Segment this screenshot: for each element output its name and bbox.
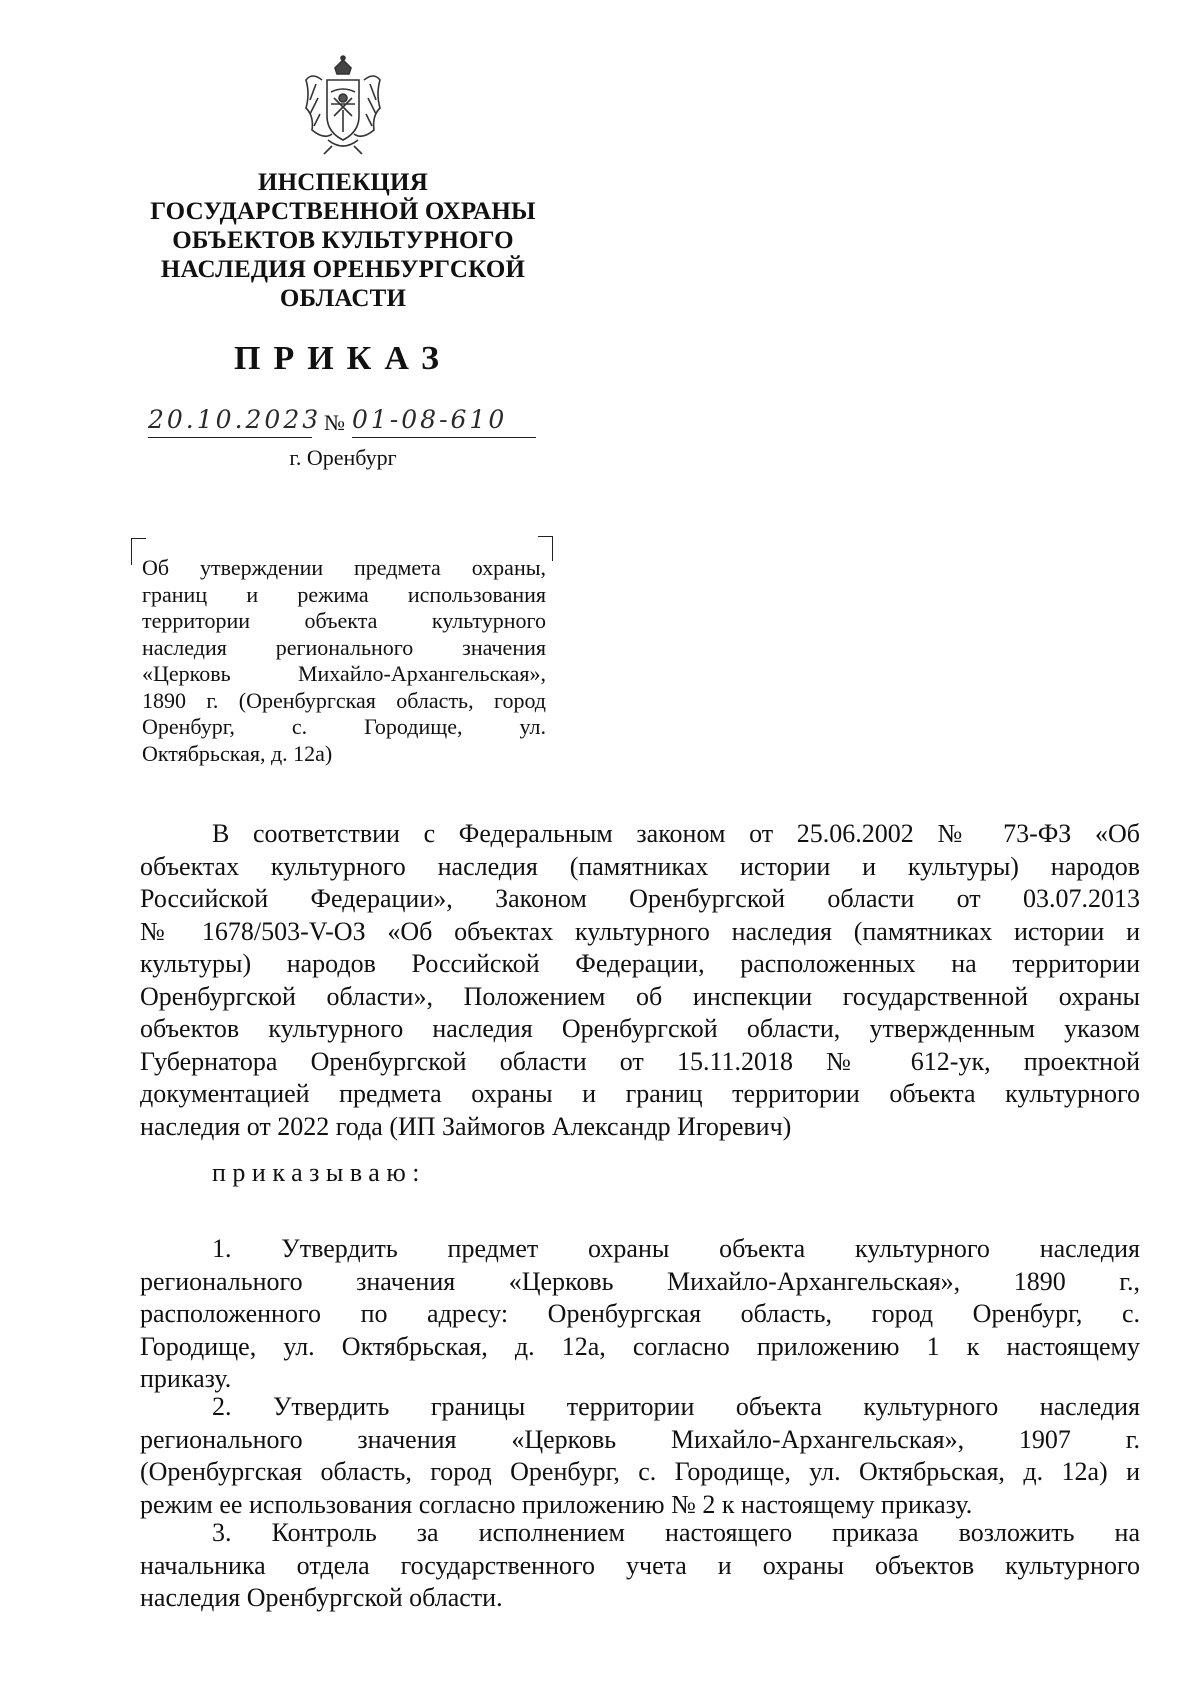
text-line: регионального значения «Церковь Михайло-Архангельская», 1907 г. xyxy=(140,1424,1140,1454)
text-line: 2. Утвердить границы территории объекта культурного наследия xyxy=(212,1392,1140,1421)
coat-of-arms-emblem xyxy=(302,54,384,156)
document-number: 01-08-610 xyxy=(352,403,536,438)
text-line: регионального значения «Церковь Михайло-Архангельская», 1890 г., xyxy=(140,1266,1140,1296)
subject-line: территории объекта культурного xyxy=(142,608,546,633)
organization-name xyxy=(130,168,556,313)
text-line: Губернатора Оренбургской области от 15.11.2018 № 612-ук, проектной xyxy=(140,1046,1140,1076)
order-word: приказываю: xyxy=(212,1158,426,1187)
subject-line: Об утверждении предмета охраны, xyxy=(142,555,546,580)
text-line: (Оренбургская область, город Оренбург, с. Городище, ул. Октябрьская, д. 12а) и xyxy=(140,1457,1140,1486)
text-line: объектах культурного наследия (памятниках истории и культуры) народов xyxy=(140,851,1140,881)
subject-block xyxy=(142,555,546,767)
order-item-3 xyxy=(140,1517,1140,1615)
organization-line: НАСЛЕДИЯ ОРЕНБУРГСКОЙ xyxy=(160,256,526,283)
city-name: г. Оренбург xyxy=(289,445,397,470)
date-number-line xyxy=(148,404,568,444)
text-line: объектов культурного наследия Оренбургской области, утвержденным указом xyxy=(140,1014,1140,1043)
text-line: В соответствии с Федеральным законом от 25.06.2002 № 73-ФЗ «Об xyxy=(212,819,1140,848)
organization-line: ОБЛАСТИ xyxy=(279,285,407,312)
text-line: культуры) народов Российской Федерации, расположенных на территории xyxy=(140,949,1140,978)
text-line: наследия Оренбургской области. xyxy=(140,1583,503,1612)
subject-line: 1890 г. (Оренбургская область, город xyxy=(142,687,546,713)
text-line: Оренбургской области», Положением об инспекции государственной охраны xyxy=(140,981,1140,1011)
text-line: документацией предмета охраны и границ территории объекта культурного xyxy=(140,1079,1140,1108)
subject-line: наследия регионального значения xyxy=(142,634,546,660)
text-line: начальника отдела государственного учета и охраны объектов культурного xyxy=(140,1550,1140,1580)
subject-line: границ и режима использования xyxy=(142,581,546,607)
subject-line: «Церковь Михайло-Архангельская», xyxy=(142,661,546,686)
text-line: приказу. xyxy=(140,1364,232,1393)
text-line: Городище, ул. Октябрьская, д. 12а, согласно приложению 1 к настоящему xyxy=(140,1331,1140,1361)
subject-line: Оренбург, с. Городище, ул. xyxy=(142,714,546,739)
order-item-1 xyxy=(140,1233,1140,1396)
document-title: ПРИКАЗ xyxy=(234,340,452,377)
number-sign: № xyxy=(324,410,345,435)
text-line: Российской Федерации», Законом Оренбургской области от 03.07.2013 xyxy=(140,884,1140,913)
organization-line: ОБЪЕКТОВ КУЛЬТУРНОГО xyxy=(172,227,514,254)
organization-line: ГОСУДАРСТВЕННОЙ ОХРАНЫ xyxy=(150,198,536,225)
text-line: режим ее использования согласно приложению № 2 к настоящему приказу. xyxy=(140,1489,973,1519)
document-date: 20.10.2023 xyxy=(148,403,312,438)
order-item-2 xyxy=(140,1391,1140,1521)
text-line: № 1678/503-V-ОЗ «Об объектах культурного наследия (памятниках истории и xyxy=(140,916,1140,946)
organization-line: ИНСПЕКЦИЯ xyxy=(258,169,428,196)
text-line: расположенного по адресу: Оренбургская область, город Оренбург, с. xyxy=(140,1299,1140,1328)
text-line: наследия от 2022 года (ИП Займогов Александр Игоревич) xyxy=(140,1111,792,1141)
text-line: 3. Контроль за исполнением настоящего приказа возложить на xyxy=(212,1518,1140,1547)
subject-line: Октябрьская, д. 12а) xyxy=(142,740,333,766)
text-line: 1. Утвердить предмет охраны объекта культурного наследия xyxy=(212,1234,1140,1263)
preamble-paragraph xyxy=(140,818,1140,1143)
